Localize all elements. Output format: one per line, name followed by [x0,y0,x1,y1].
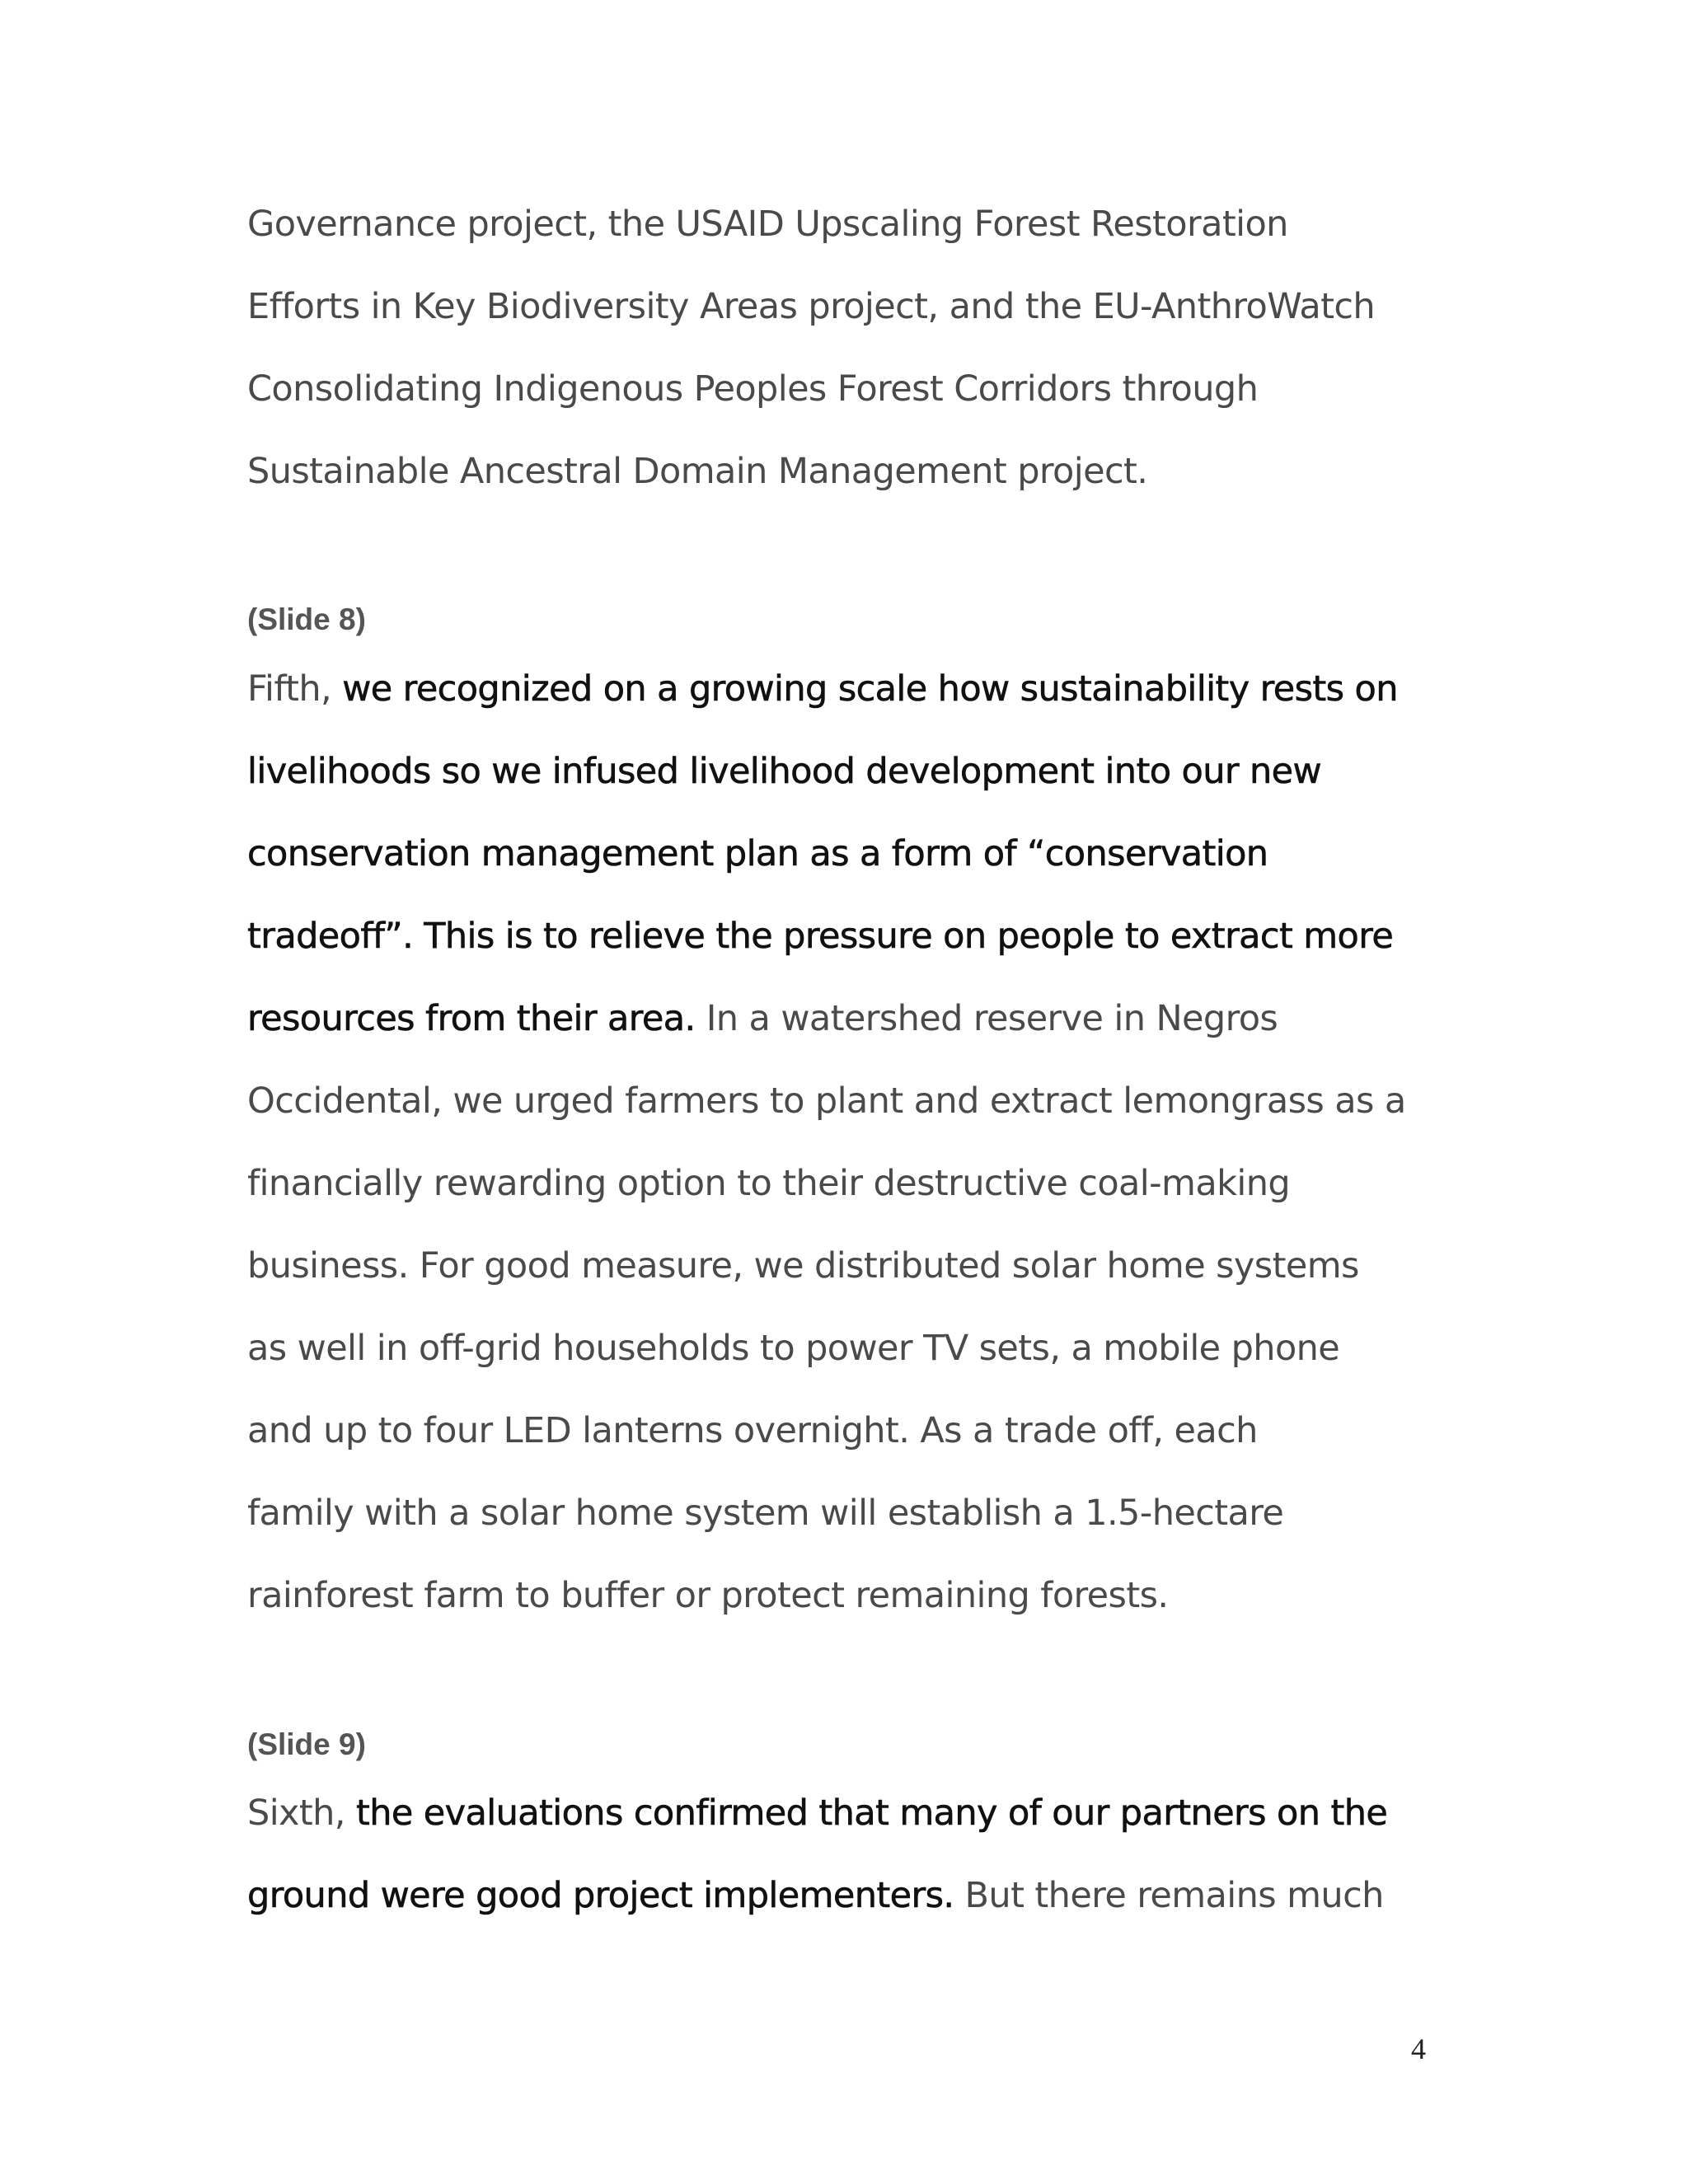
text-line [247,977,1451,1060]
regular-text: But there remains much [954,1875,1384,1916]
text-line: Efforts in Key Biodiversity Areas project, and the EU-AnthroWatch [247,286,1376,327]
paragraph-lead-word: Sixth, [247,1793,356,1834]
page-number: 4 [1411,2032,1426,2065]
slide-9-label: (Slide 9) [247,1727,366,1761]
text-line: business. For good measure, we distributed solar home systems [247,1245,1359,1286]
emphasized-text: we recognized on a growing scale how sustainability rests on [342,668,1398,710]
paragraph-lead-word: Fifth, [247,668,343,710]
slide-9-paragraph [247,1772,1451,1937]
text-line: and up to four LED lanterns overnight. As a trade off, each [247,1410,1258,1451]
emphasized-text-line: tradeoff”. This is to relieve the pressure on people to extract more [247,916,1394,957]
text-line: rainforest farm to buffer or protect remaining forests. [247,1575,1169,1616]
text-line: as well in off-grid households to power TV sets, a mobile phone [247,1328,1340,1369]
text-line: Sustainable Ancestral Domain Management project. [247,451,1148,492]
text-line: Occidental, we urged farmers to plant and extract lemongrass as a [247,1080,1406,1122]
emphasized-text: ground were good project implementers. [247,1875,954,1916]
emphasized-text: resources from their area. [247,998,696,1039]
emphasized-text: the evaluations confirmed that many of our partners on the [355,1793,1388,1834]
slide-8-label: (Slide 8) [247,602,366,636]
text-line [247,1772,1451,1854]
text-line: family with a solar home system will establish a 1.5-hectare [247,1493,1284,1534]
intro-paragraph [247,183,1451,513]
text-line [247,648,1451,730]
slide-8-paragraph [247,648,1451,1637]
regular-text: In a watershed reserve in Negros [695,998,1278,1039]
text-line [247,1854,1451,1937]
emphasized-text-line: livelihoods so we infused livelihood development into our new [247,751,1322,792]
text-line: financially rewarding option to their destructive coal-making [247,1163,1291,1204]
text-line: Governance project, the USAID Upscaling Forest Restoration [247,204,1288,245]
emphasized-text-line: conservation management plan as a form of “conservation [247,833,1268,874]
text-line: Consolidating Indigenous Peoples Forest Corridors through [247,368,1259,410]
